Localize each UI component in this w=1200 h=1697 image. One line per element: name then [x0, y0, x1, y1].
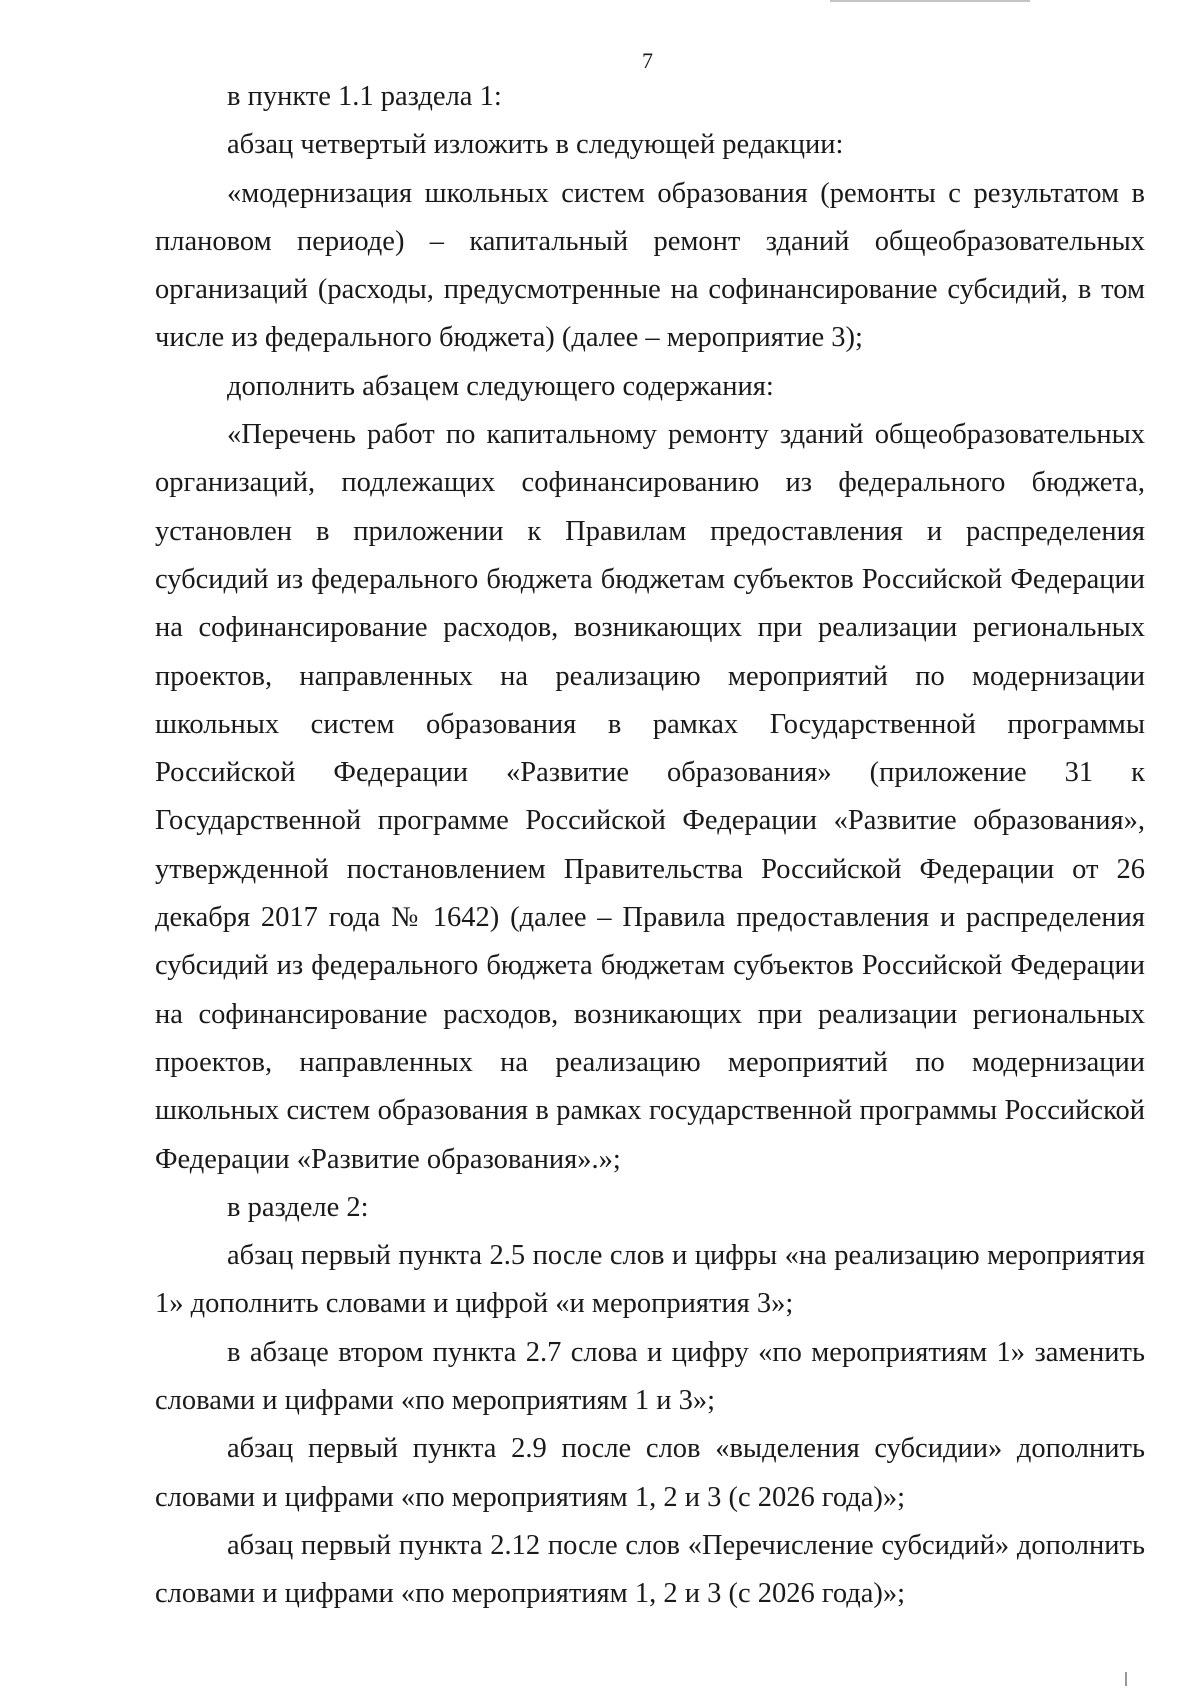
paragraph: абзац первый пункта 2.12 после слов «Перечисление субсидий» дополнить словами и цифрами «по мероприятиям 1, 2 и 3 (с 2026 года)»; [155, 1529, 1145, 1610]
paragraph: «модернизация школьных систем образования (ремонты с результатом в плановом периоде) – капитальный ремонт зданий общеобразовательных организаций (расходы, предусмотренные на софинансирование субсидий, в том числе из федерального бюджета) (далее – мероприятие 3); [155, 177, 1145, 354]
page-number: 7 [642, 48, 653, 73]
scan-edge-mark [1125, 1672, 1127, 1686]
paragraph: в абзаце втором пункта 2.7 слова и цифру «по мероприятиям 1» заменить словами и цифрами «по мероприятиям 1 и 3»; [155, 1336, 1145, 1417]
document-body [155, 73, 1145, 1619]
scan-edge-mark [830, 0, 1030, 2]
paragraph: «Перечень работ по капитальному ремонту зданий общеобразовательных организаций, подлежащих софинансированию из федерального бюджета, установлен в приложении к Правилам предоставления и распределения субсидий из федерального бюджета бюджетам субъектов Российской Федерации на софинансирование расходов, возникающих при реализации региональных проектов, направленных на реализацию мероприятий по модернизации школьных систем образования в рамках Государственной программы Российской Федерации «Развитие образования» (приложение 31 к Государственной программе Российской Федерации «Развитие образования», утвержденной постановлением Правительства Российской Федерации от 26 декабря 2017 года № 1642) (далее – Правила предоставления и распределения субсидий из федерального бюджета бюджетам субъектов Российской Федерации на софинансирование расходов, возникающих при реализации региональных проектов, направленных на реализацию мероприятий по модернизации школьных систем образования в рамках государственной программы Российской Федерации «Развитие образования».»; [155, 419, 1145, 1175]
paragraph: абзац четвертый изложить в следующей редакции: [227, 129, 844, 161]
paragraph: абзац первый пункта 2.5 после слов и цифры «на реализацию мероприятия 1» дополнить словами и цифрой «и мероприятия 3»; [155, 1240, 1145, 1320]
paragraph: в пункте 1.1 раздела 1: [227, 81, 502, 112]
paragraph: в разделе 2: [227, 1191, 369, 1223]
paragraph: абзац первый пункта 2.9 после слов «выделения субсидии» дополнить словами и цифрами «по мероприятиям 1, 2 и 3 (с 2026 года)»; [155, 1433, 1145, 1513]
paragraph: дополнить абзацем следующего содержания: [227, 370, 774, 402]
